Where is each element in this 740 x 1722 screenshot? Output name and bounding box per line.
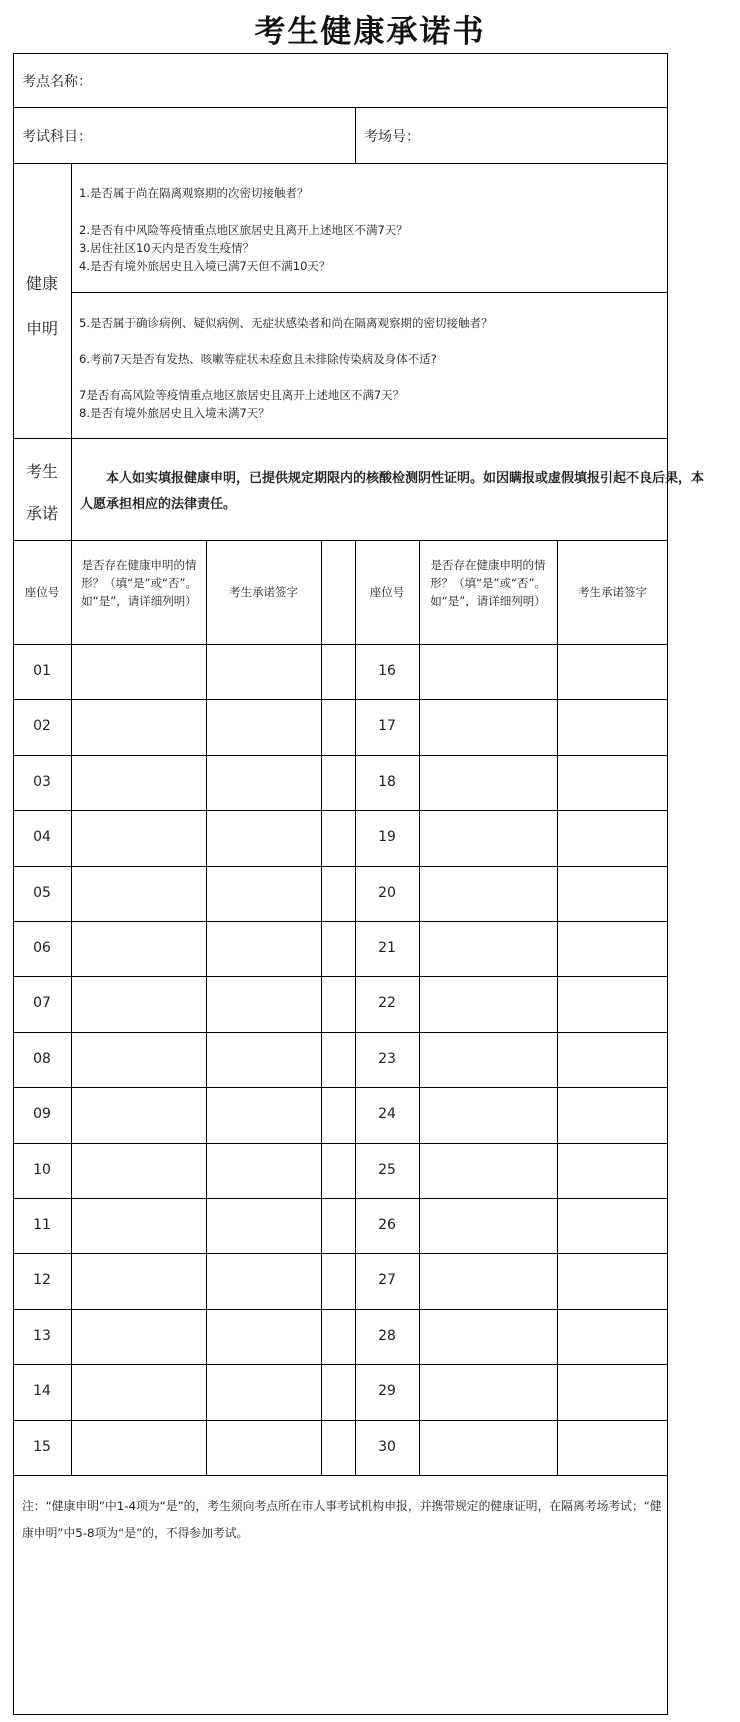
declaration-cell[interactable] — [419, 755, 557, 810]
signature-cell[interactable] — [557, 1032, 668, 1087]
signature-cell[interactable] — [206, 1032, 321, 1087]
declaration-cell[interactable] — [71, 755, 206, 810]
footnote: 注：“健康申明”中1-4项为“是”的，考生须向考点所在市人事考试机构申报，并携带规定的健康证明，在隔离考场考试；“健康申明”中5-8项为“是”的，不得参加考试。 — [22, 1499, 662, 1540]
pledge-text: 本人如实填报健康申明，已提供规定期限内的核酸检测阴性证明。如因瞒报或虚假填报引起不良后果，本人愿承担相应的法律责任。 — [80, 471, 705, 512]
signature-cell[interactable] — [206, 1087, 321, 1142]
signature-cell[interactable] — [557, 1198, 668, 1253]
signature-cell[interactable] — [206, 755, 321, 810]
seat-number: 22 — [378, 995, 396, 1012]
column-header-seat: 座位号 — [369, 585, 405, 599]
signature-cell[interactable] — [557, 921, 668, 976]
divider — [355, 107, 356, 163]
column-header-signature: 考生承诺签字 — [229, 585, 298, 599]
seat-number: 23 — [378, 1050, 396, 1067]
declaration-cell[interactable] — [419, 1420, 557, 1475]
seat-number: 17 — [378, 718, 396, 735]
question-6: 6.考前7天是否有发热、咳嗽等症状未痊愈且未排除传染病及身体不适? — [79, 352, 437, 366]
declaration-cell[interactable] — [419, 810, 557, 865]
signature-cell[interactable] — [557, 1420, 668, 1475]
pledge-label: 承诺 — [25, 504, 58, 523]
seat-number: 16 — [378, 663, 396, 679]
seat-number: 28 — [378, 1327, 396, 1344]
seat-number: 21 — [378, 940, 396, 956]
declaration-cell[interactable] — [71, 921, 206, 976]
declaration-cell[interactable] — [419, 921, 557, 976]
signature-cell[interactable] — [206, 1253, 321, 1308]
seat-number: 09 — [33, 1106, 51, 1123]
seat-number: 02 — [33, 718, 51, 735]
exam-subject-field[interactable]: 考试科目： — [22, 129, 92, 145]
column-header-seat: 座位号 — [24, 585, 60, 599]
declaration-cell[interactable] — [71, 699, 206, 754]
seat-number: 13 — [33, 1327, 51, 1344]
seat-number: 18 — [378, 773, 396, 790]
seat-number: 14 — [33, 1383, 51, 1400]
seat-number: 11 — [33, 1217, 51, 1233]
question-7: 7是否有高风险等疫情重点地区旅居史且离开上述地区不满7天？ — [79, 388, 405, 402]
seat-number: 03 — [33, 773, 51, 790]
seat-number: 24 — [378, 1106, 396, 1123]
declaration-cell[interactable] — [419, 1309, 557, 1364]
declaration-cell[interactable] — [71, 1309, 206, 1364]
seat-number: 06 — [33, 940, 51, 956]
declaration-cell[interactable] — [71, 1143, 206, 1198]
signature-cell[interactable] — [557, 1309, 668, 1364]
signature-cell[interactable] — [206, 1420, 321, 1475]
signature-cell[interactable] — [206, 644, 321, 699]
declaration-cell[interactable] — [419, 1032, 557, 1087]
seat-number: 10 — [33, 1161, 51, 1178]
seat-number: 07 — [33, 995, 51, 1012]
divider — [13, 1475, 668, 1476]
signature-cell[interactable] — [557, 755, 668, 810]
pledge-label: 考生 — [25, 462, 58, 481]
signature-cell[interactable] — [557, 810, 668, 865]
seat-number: 25 — [378, 1161, 396, 1178]
declaration-cell[interactable] — [71, 1087, 206, 1142]
signature-cell[interactable] — [206, 1198, 321, 1253]
signature-cell[interactable] — [206, 810, 321, 865]
divider — [13, 163, 668, 164]
signature-cell[interactable] — [206, 866, 321, 921]
health-declaration-label: 健康 — [25, 274, 58, 293]
divider — [13, 107, 668, 108]
declaration-cell[interactable] — [419, 1364, 557, 1419]
declaration-cell[interactable] — [71, 1198, 206, 1253]
declaration-cell[interactable] — [419, 1087, 557, 1142]
declaration-cell[interactable] — [71, 1032, 206, 1087]
declaration-cell[interactable] — [419, 866, 557, 921]
declaration-cell[interactable] — [419, 976, 557, 1031]
declaration-cell[interactable] — [71, 866, 206, 921]
seat-number: 30 — [378, 1438, 396, 1455]
signature-cell[interactable] — [557, 976, 668, 1031]
declaration-cell[interactable] — [71, 976, 206, 1031]
declaration-cell[interactable] — [419, 644, 557, 699]
seat-number: 12 — [33, 1272, 51, 1289]
signature-cell[interactable] — [206, 699, 321, 754]
signature-cell[interactable] — [557, 866, 668, 921]
health-declaration-label: 申明 — [25, 319, 58, 338]
seat-number: 04 — [33, 829, 51, 846]
divider — [13, 438, 668, 439]
divider — [13, 540, 668, 541]
question-4: 4.是否有境外旅居史且入境已满7天但不满10天？ — [79, 259, 331, 273]
question-3: 3.居住社区10天内是否发生疫情？ — [79, 241, 255, 255]
exam-room-field[interactable]: 考场号： — [364, 129, 420, 145]
divider — [321, 540, 322, 1475]
signature-cell[interactable] — [206, 976, 321, 1031]
divider — [71, 292, 668, 293]
column-header-declaration: 是否存在健康申明的情形？（填“是”或“否”。如“是”，请详细列明） — [430, 558, 546, 608]
seat-number: 15 — [33, 1438, 51, 1455]
question-1: 1.是否属于尚在隔离观察期的次密切接触者？ — [79, 186, 309, 200]
signature-cell[interactable] — [557, 644, 668, 699]
seat-number: 08 — [33, 1050, 51, 1067]
signature-cell[interactable] — [557, 1087, 668, 1142]
seat-number: 26 — [378, 1217, 396, 1233]
declaration-cell[interactable] — [71, 1420, 206, 1475]
seat-number: 27 — [378, 1272, 396, 1289]
column-header-declaration: 是否存在健康申明的情形？（填“是”或“否”。如“是”，请详细列明） — [81, 558, 197, 608]
declaration-cell[interactable] — [71, 810, 206, 865]
declaration-cell[interactable] — [71, 1364, 206, 1419]
seat-number: 19 — [378, 829, 396, 846]
question-8: 8.是否有境外旅居史且入境未满7天？ — [79, 406, 270, 420]
signature-cell[interactable] — [206, 1309, 321, 1364]
declaration-cell[interactable] — [419, 1198, 557, 1253]
exam-site-field[interactable]: 考点名称： — [22, 74, 92, 90]
signature-cell[interactable] — [557, 1253, 668, 1308]
declaration-cell[interactable] — [419, 1253, 557, 1308]
seat-number: 29 — [378, 1383, 396, 1400]
seat-number: 01 — [33, 663, 51, 679]
column-header-signature: 考生承诺签字 — [578, 585, 647, 599]
declaration-cell[interactable] — [419, 699, 557, 754]
page-title: 考生健康承诺书 — [254, 14, 486, 50]
signature-cell[interactable] — [557, 1364, 668, 1419]
signature-cell[interactable] — [206, 921, 321, 976]
question-5: 5.是否属于确诊病例、疑似病例、无症状感染者和尚在隔离观察期的密切接触者？ — [79, 316, 493, 330]
signature-cell[interactable] — [557, 699, 668, 754]
declaration-cell[interactable] — [71, 644, 206, 699]
seat-number: 20 — [378, 884, 396, 901]
question-2: 2.是否有中风险等疫情重点地区旅居史且离开上述地区不满7天？ — [79, 223, 408, 237]
declaration-cell[interactable] — [71, 1253, 206, 1308]
seat-number: 05 — [33, 884, 51, 901]
declaration-cell[interactable] — [419, 1143, 557, 1198]
signature-cell[interactable] — [557, 1143, 668, 1198]
signature-cell[interactable] — [206, 1364, 321, 1419]
signature-cell[interactable] — [206, 1143, 321, 1198]
